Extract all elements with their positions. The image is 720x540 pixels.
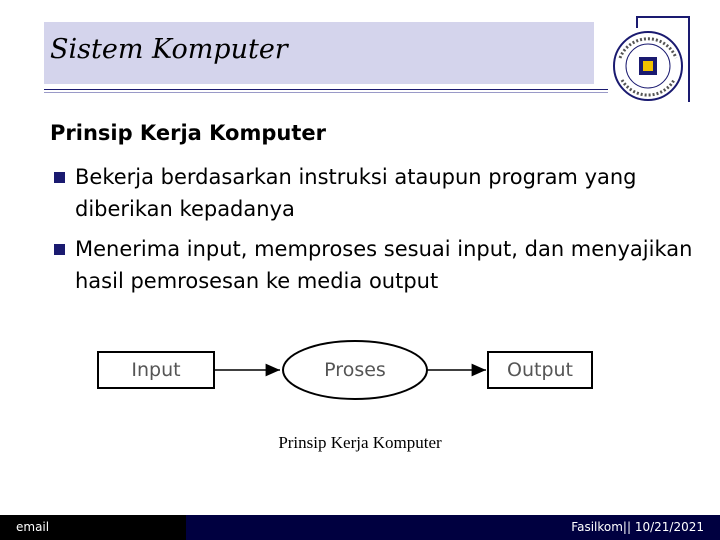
footer-bar bbox=[0, 515, 720, 540]
footer-left-block bbox=[0, 515, 186, 540]
input-label: Input bbox=[131, 359, 181, 381]
bullet-square-icon bbox=[54, 172, 65, 183]
output-label: Output bbox=[507, 359, 573, 381]
bullet-item bbox=[50, 161, 700, 225]
footer-email: email bbox=[16, 520, 50, 534]
bullet-text: Bekerja berdasarkan instruksi ataupun program yang diberikan kepadanya bbox=[75, 165, 637, 221]
title-divider-secondary bbox=[44, 92, 610, 93]
section-heading: Prinsip Kerja Komputer bbox=[50, 121, 326, 145]
bullet-square-icon bbox=[54, 244, 65, 255]
title-divider bbox=[44, 89, 610, 90]
footer-info: Fasilkom|| 10/21/2021 bbox=[571, 520, 704, 534]
process-diagram bbox=[96, 338, 596, 402]
diagram-caption: Prinsip Kerja Komputer bbox=[278, 433, 442, 452]
university-logo bbox=[608, 28, 688, 104]
bullet-item bbox=[50, 233, 700, 297]
slide-title: Sistem Komputer bbox=[50, 34, 288, 65]
proses-label: Proses bbox=[324, 359, 386, 381]
bullet-text: Menerima input, memproses sesuai input, dan menyajikan hasil pemrosesan ke media output bbox=[75, 237, 693, 293]
